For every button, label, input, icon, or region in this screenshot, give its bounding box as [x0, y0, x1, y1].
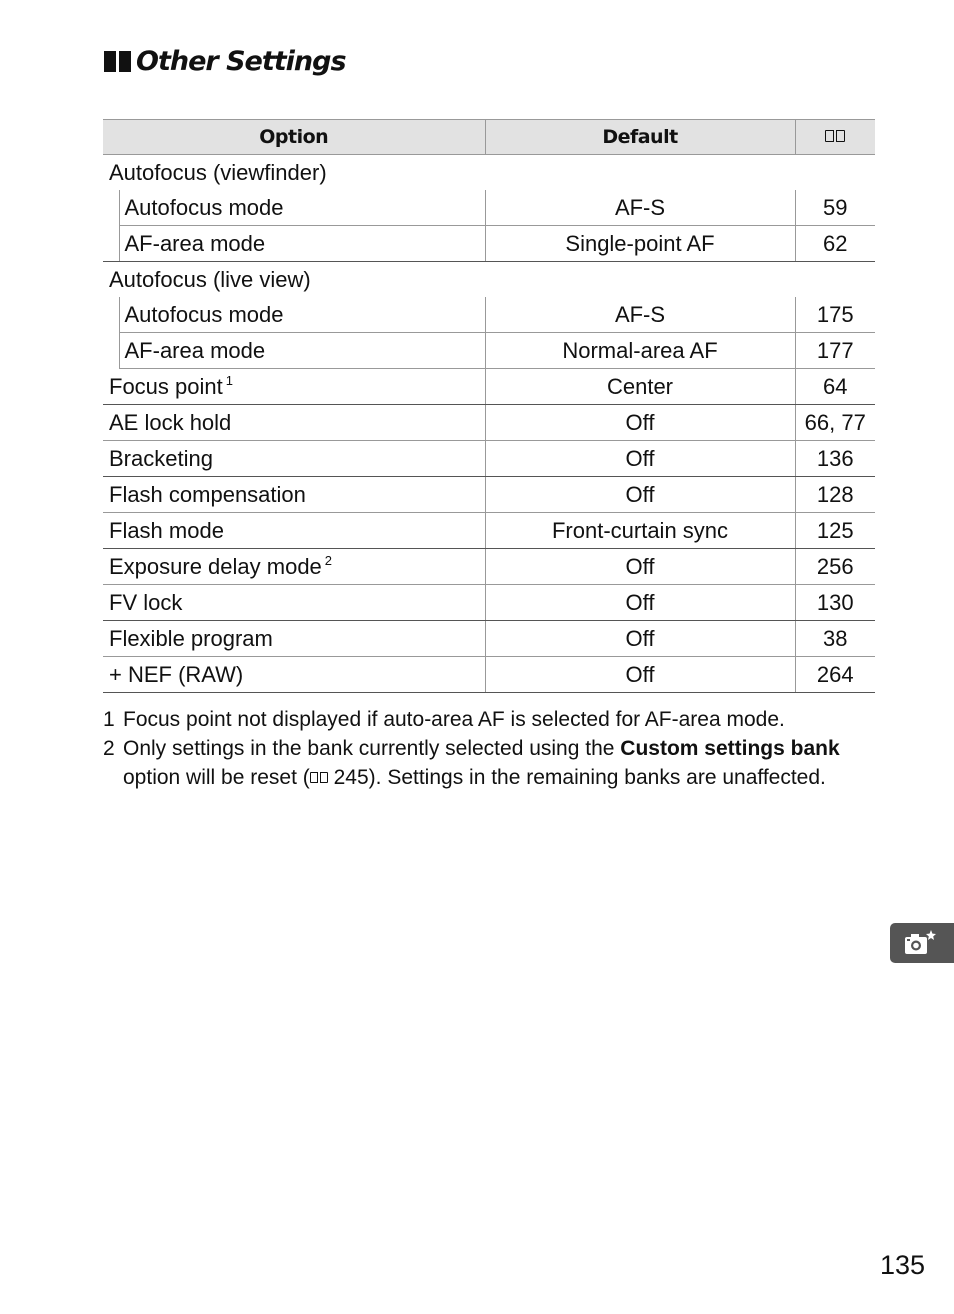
- page-number: 135: [879, 1250, 925, 1280]
- footnote: [103, 705, 843, 734]
- table-row: [103, 369, 875, 405]
- page-cell: 38: [795, 621, 875, 657]
- book-icon: [310, 772, 328, 785]
- table-row: [103, 333, 875, 369]
- option-cell: Bracketing: [103, 441, 485, 477]
- default-settings-table: [103, 119, 875, 693]
- page-cell: 64: [795, 369, 875, 405]
- page-cell: 256: [795, 549, 875, 585]
- default-cell: Single-point AF: [485, 226, 795, 262]
- footnote-text-part: ). Settings in the remaining banks are unaffected.: [368, 766, 826, 789]
- page-cell: 264: [795, 657, 875, 693]
- table-row: [103, 621, 875, 657]
- table-row: [103, 585, 875, 621]
- footnote-text-part: option will be reset (: [123, 766, 310, 789]
- table-row: [103, 226, 875, 262]
- group-label: Autofocus (live view): [109, 266, 311, 292]
- default-cell: Off: [485, 441, 795, 477]
- option-cell: Autofocus mode: [119, 190, 485, 226]
- page-cell: 136: [795, 441, 875, 477]
- table-row: [103, 190, 875, 226]
- option-cell: Flash compensation: [103, 477, 485, 513]
- page-reference: 245: [333, 766, 369, 789]
- indent-cell: [103, 333, 119, 369]
- table-header-row: [103, 120, 875, 155]
- default-cell: Center: [485, 369, 795, 405]
- option-cell: AE lock hold: [103, 405, 485, 441]
- footnote-number: 2: [103, 737, 115, 760]
- option-label: Focus point: [109, 374, 223, 399]
- footnote-text-part: Only settings in the bank currently selected using the: [123, 737, 621, 760]
- default-cell: Off: [485, 477, 795, 513]
- option-cell: AF-area mode: [119, 226, 485, 262]
- table-row: [103, 405, 875, 441]
- footnote-number: 1: [103, 708, 115, 731]
- option-cell: [103, 369, 485, 405]
- table-row: [103, 262, 875, 298]
- table-row: [103, 549, 875, 585]
- section-heading: [104, 46, 346, 77]
- footnote-text: Focus point not displayed if auto-area AF is selected for AF-area mode.: [123, 708, 785, 731]
- table-row: [103, 297, 875, 333]
- default-cell: Off: [485, 585, 795, 621]
- default-cell: AF-S: [485, 190, 795, 226]
- header-default: Default: [485, 120, 795, 155]
- default-cell: Off: [485, 405, 795, 441]
- page-cell: 177: [795, 333, 875, 369]
- table-row: [103, 477, 875, 513]
- section-title: Other Settings: [136, 46, 346, 77]
- page-cell: 66, 77: [795, 405, 875, 441]
- option-cell: AF-area mode: [119, 333, 485, 369]
- custom-settings-bank-term: Custom settings bank: [620, 737, 840, 760]
- table-row: [103, 657, 875, 693]
- section-tab[interactable]: [890, 923, 954, 963]
- default-cell: Off: [485, 657, 795, 693]
- page-cell: 62: [795, 226, 875, 262]
- option-label: Exposure delay mode: [109, 554, 322, 579]
- option-cell: FV lock: [103, 585, 485, 621]
- table-row: [103, 441, 875, 477]
- header-option: Option: [103, 120, 485, 155]
- page-cell: 59: [795, 190, 875, 226]
- option-cell: Flash mode: [103, 513, 485, 549]
- group-label: Autofocus (viewfinder): [109, 159, 327, 185]
- option-cell: Autofocus mode: [119, 297, 485, 333]
- indent-cell: [103, 297, 119, 333]
- footnotes: [103, 705, 843, 792]
- camera-reset-icon: [902, 929, 936, 957]
- default-cell: Front-curtain sync: [485, 513, 795, 549]
- page-cell: 125: [795, 513, 875, 549]
- footnote-ref: 1: [225, 373, 233, 388]
- default-cell: AF-S: [485, 297, 795, 333]
- default-cell: Off: [485, 549, 795, 585]
- indent-cell: [103, 190, 119, 226]
- page-cell: 130: [795, 585, 875, 621]
- table-row: [103, 155, 875, 191]
- footnote-ref: 2: [324, 553, 333, 568]
- header-page: [795, 120, 875, 155]
- page-cell: 128: [795, 477, 875, 513]
- option-cell: [103, 549, 485, 585]
- footnote: [103, 734, 843, 792]
- option-cell: + NEF (RAW): [103, 657, 485, 693]
- book-icon: [825, 130, 845, 144]
- default-cell: Off: [485, 621, 795, 657]
- indent-cell: [103, 226, 119, 262]
- page-cell: 175: [795, 297, 875, 333]
- footnote-text: [123, 734, 843, 792]
- table-row: [103, 513, 875, 549]
- heading-marker-icon: [104, 51, 131, 72]
- option-cell: Flexible program: [103, 621, 485, 657]
- default-cell: Normal-area AF: [485, 333, 795, 369]
